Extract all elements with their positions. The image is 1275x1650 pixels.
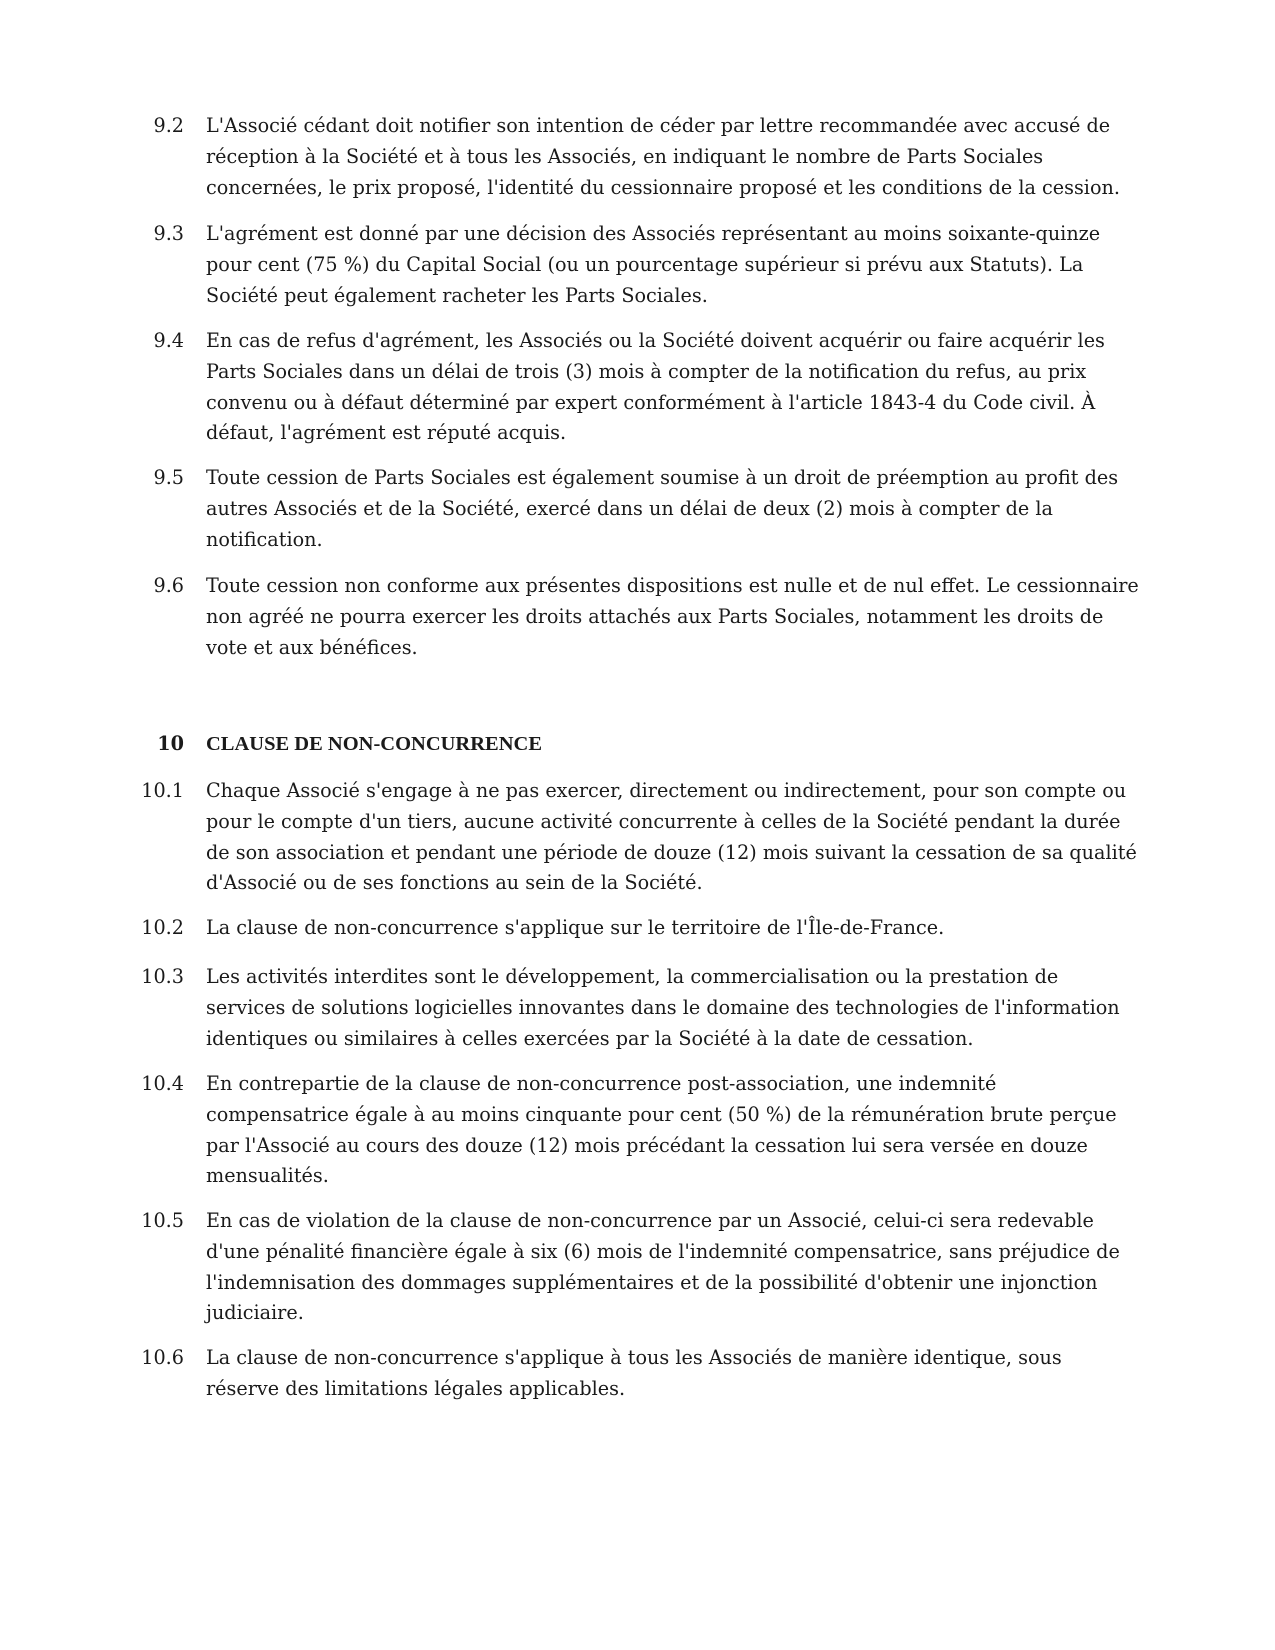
clause-text: L'Associé cédant doit notifier son intention de céder par lettre recommandée avec accusé de réception à la Société et à tous les Associés, en indiquant le nombre de Parts Sociales concernées, le prix proposé, l'identité du cessionnaire proposé et les conditions de la cession. bbox=[206, 114, 1120, 199]
clause-9-2 bbox=[140, 111, 1140, 203]
clause-9-3 bbox=[140, 219, 1140, 311]
clause-text: Toute cession non conforme aux présentes dispositions est nulle et de nul effet. Le cessionnaire non agréé ne pourra exercer les droits attachés aux Parts Sociales, notamment les droits de vote et aux bénéfices. bbox=[206, 574, 1139, 659]
clause-10-5 bbox=[140, 1206, 1140, 1329]
clause-10-3 bbox=[140, 962, 1140, 1054]
clause-number: 10.4 bbox=[141, 1072, 184, 1095]
clause-10-2 bbox=[140, 913, 1140, 944]
clause-number: 9.3 bbox=[153, 222, 184, 245]
clause-10-6 bbox=[140, 1343, 1140, 1405]
clause-text: Les activités interdites sont le développement, la commercialisation ou la prestation de services de solutions logicielles innovantes dans le domaine des technologies de l'information identiques ou similaires à celles exercées par la Société à la date de cessation. bbox=[206, 965, 1120, 1050]
clause-text: En contrepartie de la clause de non-concurrence post-association, une indemnité compensatrice égale à au moins cinquante pour cent (50 %) de la rémunération brute perçue par l'Associé au cours des douze (12) mois précédant la cessation lui sera versée en douze mensualités. bbox=[206, 1072, 1117, 1188]
clause-text: En cas de refus d'agrément, les Associés ou la Société doivent acquérir ou faire acquérir les Parts Sociales dans un délai de trois (3) mois à compter de la notification du refus, au prix convenu ou à défaut déterminé par expert conformément à l'article 1843-4 du Code civil. À défaut, l'agrément est réputé acquis. bbox=[206, 329, 1105, 445]
clause-9-4 bbox=[140, 326, 1140, 449]
clause-number: 10.2 bbox=[141, 916, 184, 939]
section-heading-10 bbox=[140, 729, 1140, 760]
clause-10-1 bbox=[140, 776, 1140, 899]
clause-text: Chaque Associé s'engage à ne pas exercer, directement ou indirectement, pour son compte ou pour le compte d'un tiers, aucune activité concurrente à celles de la Société pendant la durée de son association et pendant une période de douze (12) mois suivant la cessation de sa qualité d'Associé ou de ses fonctions au sein de la Société. bbox=[206, 779, 1137, 895]
clause-9-5 bbox=[140, 463, 1140, 555]
section-title: CLAUSE DE NON-CONCURRENCE bbox=[206, 733, 542, 755]
clause-number: 9.2 bbox=[153, 114, 184, 137]
clause-text: L'agrément est donné par une décision des Associés représentant au moins soixante-quinze pour cent (75 %) du Capital Social (ou un pourcentage supérieur si prévu aux Statuts). La Société peut également racheter les Parts Sociales. bbox=[206, 222, 1101, 307]
section-number: 10 bbox=[157, 732, 184, 755]
clause-text: La clause de non-concurrence s'applique sur le territoire de l'Île-de-France. bbox=[206, 916, 945, 939]
clause-number: 10.3 bbox=[141, 965, 184, 988]
clause-9-6 bbox=[140, 571, 1140, 663]
clause-number: 9.5 bbox=[153, 466, 184, 489]
clause-number: 10.1 bbox=[141, 779, 184, 802]
clause-text: En cas de violation de la clause de non-concurrence par un Associé, celui-ci sera redevable d'une pénalité financière égale à six (6) mois de l'indemnité compensatrice, sans préjudice de l'indemnisation des dommages supplémentaires et de la possibilité d'obtenir une injonction judiciaire. bbox=[206, 1209, 1120, 1325]
clause-10-4 bbox=[140, 1069, 1140, 1192]
clause-text: Toute cession de Parts Sociales est également soumise à un droit de préemption au profit des autres Associés et de la Société, exercé dans un délai de deux (2) mois à compter de la notification. bbox=[206, 466, 1119, 551]
clause-number: 9.6 bbox=[153, 574, 184, 597]
clause-number: 10.6 bbox=[141, 1346, 184, 1369]
clause-number: 9.4 bbox=[153, 329, 184, 352]
clause-number: 10.5 bbox=[141, 1209, 184, 1232]
clause-text: La clause de non-concurrence s'applique à tous les Associés de manière identique, sous réserve des limitations légales applicables. bbox=[206, 1346, 1062, 1400]
